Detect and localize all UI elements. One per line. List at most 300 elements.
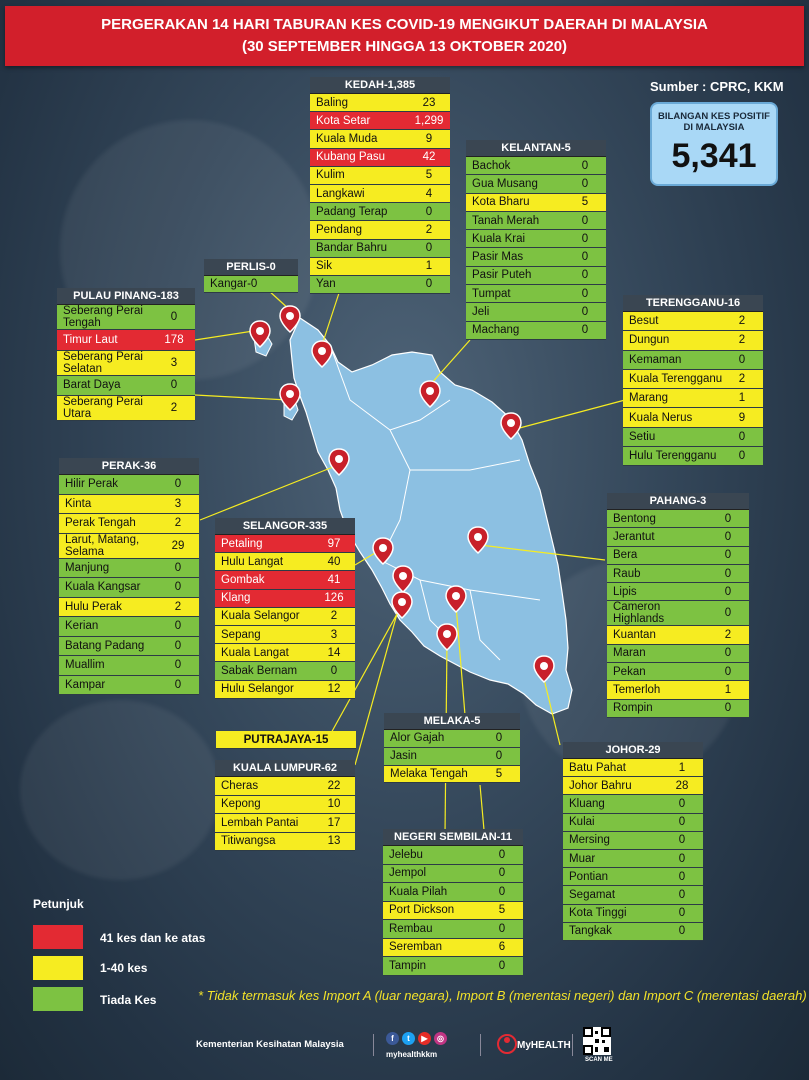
district-cases: 0 xyxy=(724,702,732,715)
district-cases: 0 xyxy=(330,664,338,677)
social-handle: myhealthkkm xyxy=(386,1050,438,1059)
district-name: Kuala Terengganu xyxy=(629,373,723,386)
district-row xyxy=(57,396,195,421)
district-name: Maran xyxy=(613,647,646,660)
district-row xyxy=(310,149,450,167)
district-cases: 0 xyxy=(678,816,686,829)
district-row xyxy=(59,495,199,515)
svg-text:MyHEALTH: MyHEALTH xyxy=(517,1040,571,1051)
twitter-icon[interactable]: t xyxy=(402,1032,415,1045)
district-name: Larut, Matang, Selama xyxy=(65,533,140,558)
district-name: Perak Tengah xyxy=(65,517,136,530)
district-cases: 22 xyxy=(327,779,341,792)
district-name: Bachok xyxy=(472,159,511,172)
district-name: Cameron Highlands xyxy=(613,601,665,626)
district-cases: 0 xyxy=(738,450,746,463)
district-cases: 2 xyxy=(174,600,182,613)
district-name: Tanah Merah xyxy=(472,214,540,227)
district-row xyxy=(204,276,298,293)
district-cases: 10 xyxy=(327,798,341,811)
district-name: Kota Bharu xyxy=(472,196,530,209)
district-row xyxy=(466,267,606,285)
district-cases: 0 xyxy=(170,311,178,323)
district-row xyxy=(563,905,703,923)
district-name: Kota Tinggi xyxy=(569,907,627,920)
district-cases: 0 xyxy=(738,430,746,443)
district-name: Jelebu xyxy=(389,848,423,861)
total-cases-value: 5,341 xyxy=(671,137,757,175)
district-name: Sabak Bernam xyxy=(221,664,298,677)
district-cases: 5 xyxy=(425,169,433,182)
district-name: Seberang Perai Selatan xyxy=(63,350,143,375)
total-cases-label: BILANGAN KES POSITIF DI MALAYSIA xyxy=(658,111,770,133)
district-cases: 0 xyxy=(581,177,589,190)
district-cases: 0 xyxy=(498,959,506,972)
district-name: Kuala Muda xyxy=(316,132,378,145)
district-cases: 0 xyxy=(174,581,182,594)
district-cases: 6 xyxy=(498,941,506,954)
district-row xyxy=(563,814,703,832)
district-cases: 0 xyxy=(581,324,589,337)
state-title: SELANGOR-335 xyxy=(215,518,355,535)
district-name: Lipis xyxy=(613,585,637,598)
district-row xyxy=(59,656,199,676)
district-name: Lembah Pantai xyxy=(221,816,299,829)
district-cases: 40 xyxy=(327,555,341,568)
state-title: PULAU PINANG-183 xyxy=(57,288,195,305)
district-row xyxy=(607,528,749,546)
district-name: Tumpat xyxy=(472,287,511,300)
district-cases: 23 xyxy=(422,96,436,109)
district-name: Kinta xyxy=(65,497,92,510)
state-title: JOHOR-29 xyxy=(563,742,703,759)
table-perak xyxy=(59,458,199,695)
district-row xyxy=(57,330,195,351)
district-cases: 0 xyxy=(498,867,506,880)
district-cases: 0 xyxy=(174,620,182,633)
district-name: Hulu Langat xyxy=(221,555,284,568)
district-row xyxy=(215,571,355,589)
facebook-icon[interactable]: f xyxy=(386,1032,399,1045)
district-name: Kuala Pilah xyxy=(389,885,448,898)
map-pin-icon xyxy=(391,591,413,619)
district-name: Pontian xyxy=(569,870,609,883)
district-cases: 1,299 xyxy=(414,114,444,127)
district-cases: 0 xyxy=(581,159,589,172)
district-name: Port Dickson xyxy=(389,904,455,917)
district-row xyxy=(607,565,749,583)
district-row xyxy=(607,601,749,626)
district-row xyxy=(215,681,355,699)
district-cases: 0 xyxy=(724,549,732,562)
legend-label-green: Tiada Kes xyxy=(100,993,157,1007)
district-cases: 2 xyxy=(170,402,178,414)
district-cases: 0 xyxy=(724,647,732,660)
district-cases: 0 xyxy=(581,251,589,264)
district-name: Kuala Langat xyxy=(221,646,289,659)
district-row xyxy=(466,322,606,340)
district-cases: 13 xyxy=(327,835,341,848)
district-cases: 5 xyxy=(498,904,506,917)
district-row xyxy=(57,351,195,376)
district-cases: 17 xyxy=(327,816,341,829)
district-cases: 1 xyxy=(678,761,686,774)
district-cases: 0 xyxy=(174,659,182,672)
legend-swatch-red xyxy=(33,925,83,949)
district-name: Rembau xyxy=(389,922,433,935)
district-name: Kuala Kangsar xyxy=(65,581,141,594)
district-name: Pekan xyxy=(613,665,646,678)
district-cases: 0 xyxy=(498,885,506,898)
footer-divider xyxy=(572,1034,573,1056)
district-row xyxy=(59,559,199,579)
district-row xyxy=(383,883,523,902)
district-cases: 0 xyxy=(495,732,503,745)
district-row xyxy=(57,305,195,330)
district-cases: 1 xyxy=(724,684,732,697)
district-name: Batang Padang xyxy=(65,639,145,652)
map-pin-icon xyxy=(436,623,458,651)
district-row xyxy=(384,766,520,784)
district-cases: 126 xyxy=(324,592,344,605)
district-name: Seberang Perai Tengah xyxy=(63,305,143,329)
district-row xyxy=(215,535,355,553)
district-cases: 41 xyxy=(327,573,341,586)
district-name: Setiu xyxy=(629,430,656,443)
district-row xyxy=(607,626,749,644)
district-cases: 2 xyxy=(738,315,746,328)
district-cases: 2 xyxy=(425,223,433,236)
district-row xyxy=(215,626,355,644)
district-name: Cheras xyxy=(221,779,259,792)
district-cases: 0 xyxy=(498,848,506,861)
district-name: Muallim xyxy=(65,659,105,672)
map-pin-icon xyxy=(533,655,555,683)
district-row xyxy=(607,663,749,681)
district-name: Rompin xyxy=(613,702,653,715)
legend-swatch-green xyxy=(33,987,83,1011)
map-pin-icon xyxy=(467,526,489,554)
district-name: Gua Musang xyxy=(472,177,538,190)
district-cases: 0 xyxy=(425,242,433,255)
district-row xyxy=(563,868,703,886)
state-title: NEGERI SEMBILAN-11 xyxy=(383,829,523,846)
district-cases: 0 xyxy=(724,665,732,678)
district-name: Petaling xyxy=(221,537,263,550)
title-line-1: PERGERAKAN 14 HARI TABURAN KES COVID-19 MENGIKUT DAERAH DI MALAYSIA xyxy=(101,16,708,33)
state-title: PERLIS-0 xyxy=(204,259,298,276)
district-row xyxy=(563,923,703,941)
district-name: Kluang xyxy=(569,797,605,810)
district-row xyxy=(59,598,199,618)
district-row xyxy=(310,221,450,239)
district-name: Padang Terap xyxy=(316,205,388,218)
district-name: Sepang xyxy=(221,628,261,641)
district-cases: 42 xyxy=(422,151,436,164)
district-cases: 1 xyxy=(738,392,746,405)
district-cases: 0 xyxy=(724,512,732,525)
district-row xyxy=(59,514,199,534)
state-title: PERAK-36 xyxy=(59,458,199,475)
district-row xyxy=(623,428,763,447)
district-row xyxy=(310,94,450,112)
district-name: Yan xyxy=(316,278,336,291)
district-row xyxy=(623,389,763,408)
table-melaka xyxy=(384,713,520,783)
district-row xyxy=(563,850,703,868)
district-cases: 3 xyxy=(330,628,338,641)
state-title: MELAKA-5 xyxy=(384,713,520,730)
district-cases: 0 xyxy=(678,925,686,938)
district-row xyxy=(623,408,763,427)
district-row xyxy=(310,240,450,258)
district-cases: 3 xyxy=(170,356,178,369)
district-cases: 2 xyxy=(174,517,182,530)
district-name: Jasin xyxy=(390,750,417,763)
state-title: KEDAH-1,385 xyxy=(310,77,450,94)
map-pin-icon xyxy=(445,585,467,613)
footer-divider xyxy=(480,1034,481,1056)
district-name: Bentong xyxy=(613,512,656,525)
table-kl xyxy=(215,760,355,851)
district-name: Kota Setar xyxy=(316,114,371,127)
district-cases: 0 xyxy=(724,567,732,580)
district-name: Sik xyxy=(316,260,332,273)
district-name: Baling xyxy=(316,96,348,109)
district-row xyxy=(215,814,355,833)
district-name: Kangar-0 xyxy=(210,278,258,290)
district-cases: 2 xyxy=(330,610,338,623)
district-cases: 2 xyxy=(738,334,746,347)
district-row xyxy=(59,475,199,495)
district-row xyxy=(563,759,703,777)
district-row xyxy=(310,258,450,276)
district-name: Klang xyxy=(221,592,251,605)
district-name: Kerian xyxy=(65,620,99,633)
district-name: Machang xyxy=(472,324,520,337)
district-cases: 0 xyxy=(724,607,732,620)
district-name: Kuala Krai xyxy=(472,232,526,245)
district-cases: 4 xyxy=(425,187,433,200)
district-name: Kuala Nerus xyxy=(629,411,693,424)
district-row xyxy=(623,351,763,370)
district-cases: 0 xyxy=(174,561,182,574)
legend-label-red: 41 kes dan ke atas xyxy=(100,931,206,945)
ministry-name: Kementerian Kesihatan Malaysia xyxy=(196,1039,344,1050)
district-name: Besut xyxy=(629,315,659,328)
district-cases: 0 xyxy=(495,750,503,763)
district-row xyxy=(607,510,749,528)
district-row xyxy=(215,796,355,815)
district-row xyxy=(383,920,523,939)
state-title: PAHANG-3 xyxy=(607,493,749,510)
district-row xyxy=(59,637,199,657)
district-row xyxy=(310,203,450,221)
district-name: Seberang Perai Utara xyxy=(63,396,143,420)
state-title: KUALA LUMPUR-62 xyxy=(215,760,355,777)
state-title: KELANTAN-5 xyxy=(466,140,606,157)
district-row xyxy=(59,617,199,637)
district-row xyxy=(215,644,355,662)
map-pin-icon xyxy=(372,537,394,565)
district-cases: 9 xyxy=(425,132,433,145)
district-name: Kampar xyxy=(65,678,106,691)
district-row xyxy=(310,112,450,130)
source-text: Sumber : CPRC, KKM xyxy=(650,79,784,94)
district-row xyxy=(466,230,606,248)
table-terengganu xyxy=(623,295,763,466)
district-cases: 178 xyxy=(164,333,184,346)
district-name: Jempol xyxy=(389,867,427,880)
district-name: Manjung xyxy=(65,561,110,574)
district-name: Hulu Perak xyxy=(65,600,122,613)
district-cases: 0 xyxy=(581,232,589,245)
qr-label: SCAN ME xyxy=(585,1057,613,1063)
district-cases: 0 xyxy=(170,379,178,392)
district-name: Jeli xyxy=(472,306,490,319)
district-name: Pasir Mas xyxy=(472,251,524,264)
table-putrajaya xyxy=(216,731,356,749)
district-name: Hulu Selangor xyxy=(221,683,294,696)
district-cases: 0 xyxy=(724,585,732,598)
map-pin-icon xyxy=(500,412,522,440)
district-row xyxy=(466,212,606,230)
district-name: Timur Laut xyxy=(63,333,118,346)
district-row xyxy=(215,608,355,626)
district-cases: 28 xyxy=(675,779,689,792)
table-johor xyxy=(563,742,703,941)
district-cases: 0 xyxy=(738,353,746,366)
district-row xyxy=(466,248,606,266)
district-cases: 1 xyxy=(425,260,433,273)
map-pin-icon xyxy=(419,380,441,408)
qr-code-icon[interactable] xyxy=(583,1027,611,1055)
district-row xyxy=(607,681,749,699)
map-pin-icon xyxy=(311,340,333,368)
district-name: Segamat xyxy=(569,888,616,901)
district-cases: 0 xyxy=(581,214,589,227)
legend-swatch-yellow xyxy=(33,956,83,980)
map-pin-icon xyxy=(392,565,414,593)
district-name: Bera xyxy=(613,549,638,562)
district-cases: 5 xyxy=(495,767,503,780)
district-row xyxy=(466,303,606,321)
district-name: Batu Pahat xyxy=(569,761,626,774)
map-pin-icon xyxy=(279,305,301,333)
district-name: Kubang Pasu xyxy=(316,151,386,164)
district-cases: 0 xyxy=(724,530,732,543)
map-pin-icon xyxy=(328,448,350,476)
district-name: Titiwangsa xyxy=(221,835,276,848)
district-cases: 0 xyxy=(425,205,433,218)
district-cases: 0 xyxy=(581,269,589,282)
district-row xyxy=(623,331,763,350)
district-row xyxy=(215,553,355,571)
district-cases: 0 xyxy=(678,834,686,847)
district-name: Tangkak xyxy=(569,925,612,938)
district-name: Marang xyxy=(629,392,668,405)
district-name: Hulu Terengganu xyxy=(629,450,717,463)
instagram-icon[interactable]: ◎ xyxy=(434,1032,447,1045)
district-row xyxy=(383,939,523,958)
district-row xyxy=(57,376,195,397)
myhealth-logo-icon xyxy=(497,1030,571,1060)
district-cases: 0 xyxy=(678,888,686,901)
district-name: Johor Bahru xyxy=(569,779,632,792)
district-name: Tampin xyxy=(389,959,427,972)
district-row xyxy=(563,886,703,904)
district-row xyxy=(384,730,520,748)
district-row xyxy=(59,676,199,696)
district-name: Jerantut xyxy=(613,530,655,543)
district-row xyxy=(215,662,355,680)
district-row xyxy=(383,902,523,921)
district-row xyxy=(563,795,703,813)
district-cases: 9 xyxy=(738,411,746,424)
district-name: Kulim xyxy=(316,169,345,182)
district-cases: 0 xyxy=(678,870,686,883)
district-name: Melaka Tengah xyxy=(390,767,468,780)
district-row xyxy=(623,312,763,331)
district-name: Kuantan xyxy=(613,629,656,642)
footnote: * Tidak termasuk kes Import A (luar negara), Import B (merentasi negeri) dan Import C (merentasi daerah) xyxy=(198,988,807,1003)
district-row xyxy=(466,175,606,193)
district-name: Kepong xyxy=(221,798,261,811)
district-row xyxy=(310,276,450,294)
district-name: Pendang xyxy=(316,223,363,236)
district-name: Seremban xyxy=(389,941,443,954)
district-row xyxy=(310,185,450,203)
district-cases: 0 xyxy=(581,306,589,319)
youtube-icon[interactable]: ▶ xyxy=(418,1032,431,1045)
footer-divider xyxy=(373,1034,374,1056)
district-cases: 0 xyxy=(425,278,433,291)
district-cases: 0 xyxy=(678,797,686,810)
district-name: Alor Gajah xyxy=(390,732,445,745)
legend-label-yellow: 1-40 kes xyxy=(100,961,148,975)
district-row xyxy=(563,777,703,795)
map-pin-icon xyxy=(279,383,301,411)
district-row xyxy=(215,777,355,796)
district-row xyxy=(623,447,763,466)
district-row xyxy=(466,157,606,175)
state-title: TERENGGANU-16 xyxy=(623,295,763,312)
table-ns xyxy=(383,829,523,976)
table-penang xyxy=(57,288,195,421)
social-icons xyxy=(386,1032,447,1045)
district-name: Gombak xyxy=(221,573,265,586)
district-cases: 0 xyxy=(678,852,686,865)
district-row xyxy=(215,833,355,852)
district-row xyxy=(607,583,749,601)
district-row xyxy=(310,167,450,185)
putrajaya-title-text: PUTRAJAYA-15 xyxy=(243,733,329,746)
district-name: Temerloh xyxy=(613,684,661,697)
district-cases: 97 xyxy=(327,537,341,550)
table-kelantan xyxy=(466,140,606,340)
district-name: Raub xyxy=(613,567,641,580)
district-row xyxy=(607,645,749,663)
district-name: Langkawi xyxy=(316,187,365,200)
table-selangor xyxy=(215,518,355,699)
district-row xyxy=(563,832,703,850)
district-cases: 0 xyxy=(174,478,182,491)
district-row xyxy=(466,285,606,303)
district-row xyxy=(384,748,520,766)
district-cases: 3 xyxy=(174,497,182,510)
district-name: Kulai xyxy=(569,816,595,829)
district-name: Kemaman xyxy=(629,353,682,366)
